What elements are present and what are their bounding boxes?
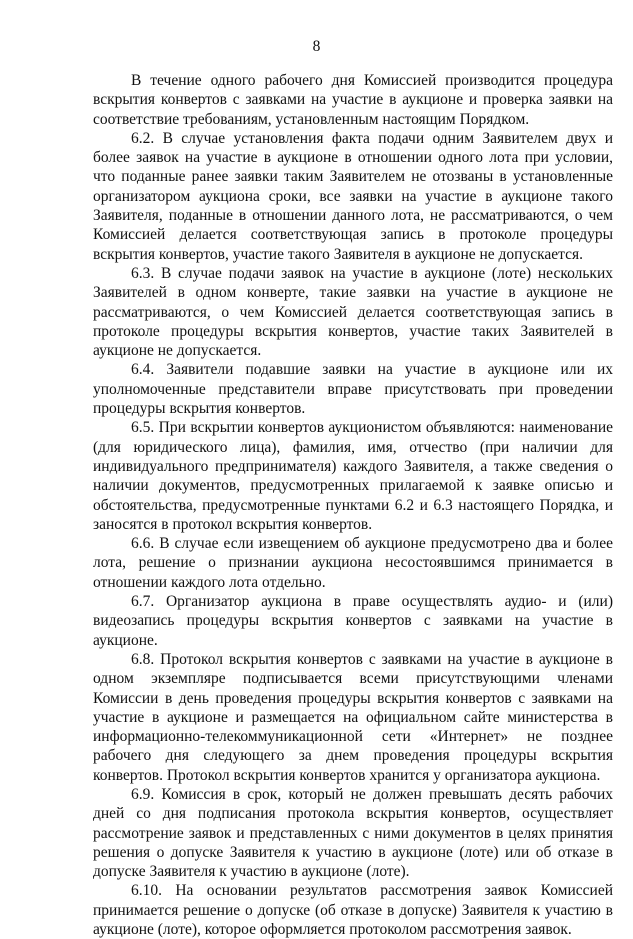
paragraph-6-8: 6.8. Протокол вскрытия конвертов с заявками на участие в аукционе в одном экземпляре подписывается всеми присутствующими членами Комиссии в день проведения процедуры вскрытия конвертов с заявками на участие в аукционе и размещается на официальном сайте министерства в информационно-телекоммуникационной сети «Интернет» не позднее рабочего дня следующего за днем проведения процедуры вскрытия конвертов. Протокол вскрытия конвертов хранится у организатора аукциона.: [93, 650, 613, 784]
paragraph-6-3: 6.3. В случае подачи заявок на участие в аукционе (лоте) нескольких Заявителей в одном конверте, такие заявки на участие в аукционе не рассматриваются, о чем Комиссией делается соответствующая запись в протоколе процедуры вскрытия конвертов, участие таких Заявителей в аукционе не допускается.: [93, 264, 613, 360]
paragraph-6-6: 6.6. В случае если извещением об аукционе предусмотрено два и более лота, решение о признании аукциона несостоявшимся принимается в отношении каждого лота отдельно.: [93, 535, 613, 591]
paragraph-opening: В течение одного рабочего дня Комиссией производится процедура вскрытия конвертов с заявками на участие в аукционе и проверка заявки на соответствие требованиям, установленным настоящим Порядком.: [93, 72, 613, 128]
paragraph-6-7: 6.7. Организатор аукциона в праве осуществлять аудио- и (или) видеозапись процедуры вскрытия конвертов с заявками на участие в аукционе.: [93, 593, 613, 649]
paragraph-6-10: 6.10. На основании результатов рассмотрения заявок Комиссией принимается решение о допуске (об отказе в допуске) Заявителя к участию в аукционе (лоте), которое оформляется протоколом рассмотрения заявок.: [93, 882, 613, 939]
paragraph-6-5: 6.5. При вскрытии конвертов аукционистом объявляются: наименование (для юридического лица), фамилия, имя, отчество (при наличии для индивидуального предпринимателя) каждого Заявителя, а также сведения о наличии документов, предусмотренных прилагаемой к заявке описью и обстоятельства, предусмотренные пунктами 6.2 и 6.3 настоящего Порядка, и заносятся в протокол вскрытия конвертов.: [93, 419, 613, 533]
document-body: [93, 71, 613, 939]
paragraph-6-4: 6.4. Заявители подавшие заявки на участие в аукционе или их уполномоченные представители вправе присутствовать при проведении процедуры вскрытия конвертов.: [93, 361, 613, 418]
paragraph-6-9: 6.9. Комиссия в срок, который не должен превышать десять рабочих дней со дня подписания протокола вскрытия конвертов, осуществляет рассмотрение заявок и представленных с ними документов в целях принятия решения о допуске Заявителя к участию в аукционе (лоте) или об отказе в допуске Заявителя к участию в аукционе (лоте).: [93, 785, 613, 881]
paragraph-6-2: 6.2. В случае установления факта подачи одним Заявителем двух и более заявок на участие в аукционе в отношении одного лота при условии, что поданные ранее заявки таким Заявителем не отозваны в установленные организатором аукциона сроки, все заявки на участие в аукционе такого Заявителя, поданные в отношении данного лота, не рассматриваются, о чем Комиссией делается соответствующая запись в протоколе процедуры вскрытия конвертов, участие такого Заявителя в аукционе не допускается.: [93, 129, 613, 263]
page-number: 8: [312, 38, 321, 55]
